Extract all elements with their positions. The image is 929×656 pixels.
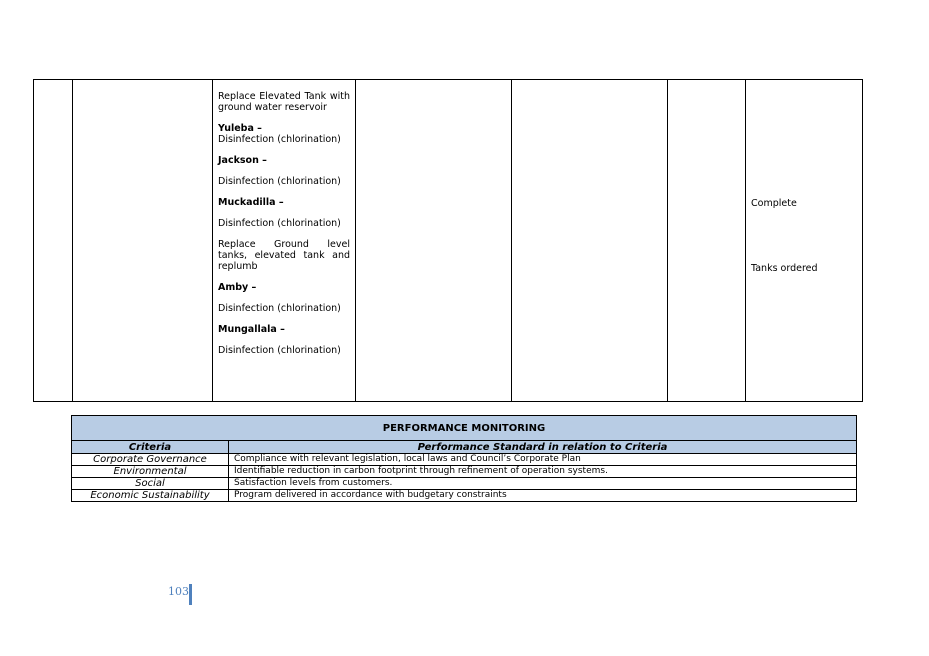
action-entry xyxy=(218,123,350,145)
criteria-cell: Corporate Governance xyxy=(72,454,229,466)
table-row xyxy=(34,80,863,402)
status-text: Complete xyxy=(751,198,797,209)
table-cell xyxy=(512,80,668,402)
standard-cell: Satisfaction levels from customers. xyxy=(229,478,857,490)
table-row xyxy=(72,478,857,490)
action-text: Disinfection (chlorination) xyxy=(218,134,341,145)
location-label: Amby – xyxy=(218,282,257,293)
action-text: Disinfection (chlorination) xyxy=(218,218,341,229)
table-row xyxy=(72,490,857,502)
table-header-row xyxy=(72,441,857,454)
standard-cell: Compliance with relevant legislation, local laws and Council’s Corporate Plan xyxy=(229,454,857,466)
standard-cell: Program delivered in accordance with budgetary constraints xyxy=(229,490,857,502)
table-row xyxy=(72,466,857,478)
column-header-standard: Performance Standard in relation to Criteria xyxy=(229,441,857,454)
table-title: PERFORMANCE MONITORING xyxy=(72,416,857,441)
table-cell xyxy=(73,80,213,402)
action-text: Replace Ground level tanks, elevated tank and replumb xyxy=(218,239,350,272)
page-number: 103 xyxy=(168,585,189,598)
table-cell xyxy=(34,80,73,402)
performance-monitoring-table xyxy=(71,415,857,502)
criteria-cell: Economic Sustainability xyxy=(72,490,229,502)
column-header-criteria: Criteria xyxy=(72,441,229,454)
location-label: Mungallala – xyxy=(218,324,285,335)
actions-cell xyxy=(213,80,356,402)
table-cell xyxy=(356,80,512,402)
action-table xyxy=(33,79,863,402)
location-label: Yuleba – xyxy=(218,123,262,134)
table-cell xyxy=(668,80,746,402)
action-text: Replace Elevated Tank with ground water reservoir xyxy=(218,91,350,113)
action-text: Disinfection (chlorination) xyxy=(218,176,341,187)
status-cell xyxy=(746,80,863,402)
page-number-bar xyxy=(189,584,192,605)
location-label: Jackson – xyxy=(218,155,267,166)
standard-cell: Identifiable reduction in carbon footprint through refinement of operation systems. xyxy=(229,466,857,478)
criteria-cell: Environmental xyxy=(72,466,229,478)
action-text: Disinfection (chlorination) xyxy=(218,345,341,356)
location-label: Muckadilla – xyxy=(218,197,284,208)
status-text: Tanks ordered xyxy=(751,263,818,274)
action-text: Disinfection (chlorination) xyxy=(218,303,341,314)
table-row xyxy=(72,454,857,466)
criteria-cell: Social xyxy=(72,478,229,490)
